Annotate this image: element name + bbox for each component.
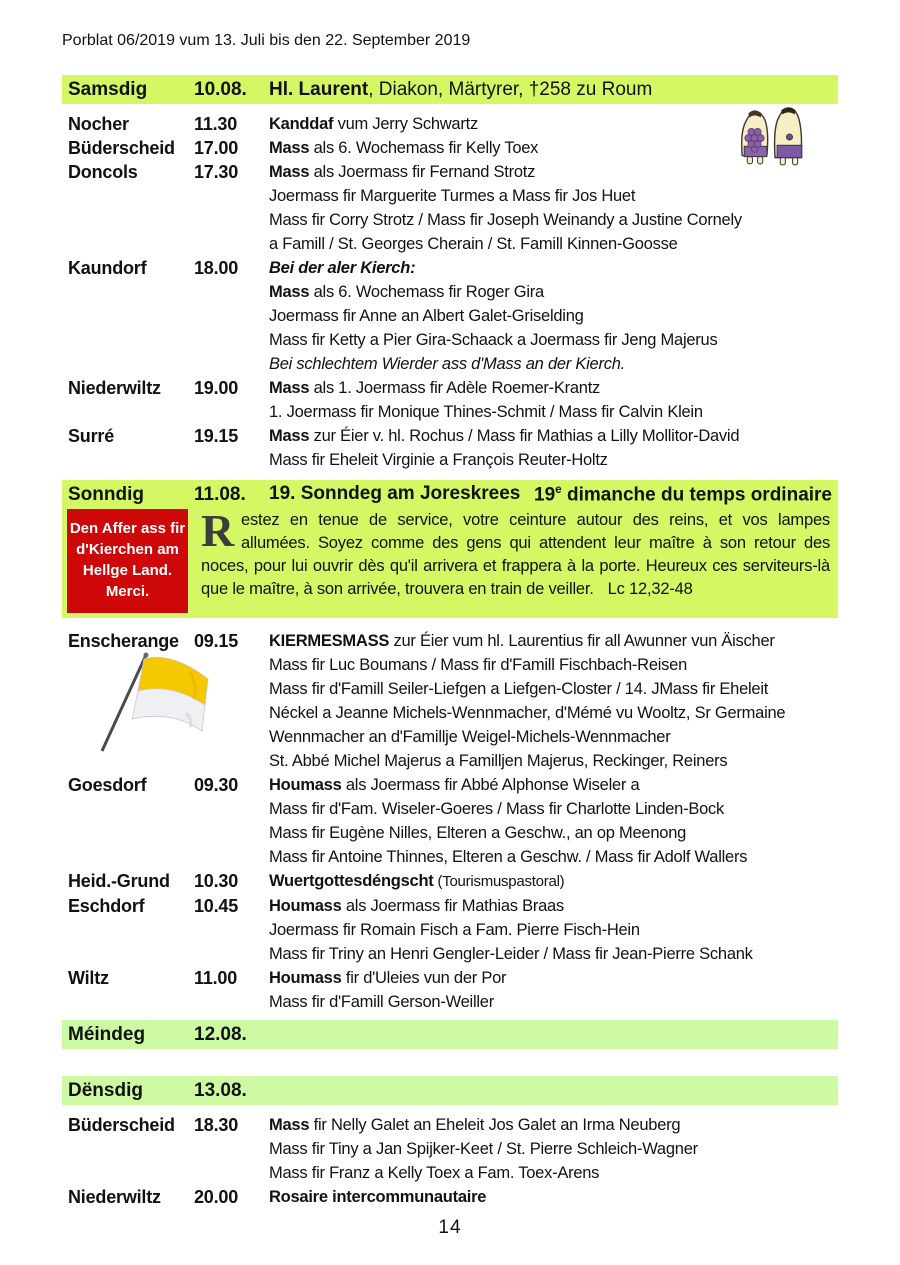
row-time: 17.00 [194,138,239,158]
row-details: Mass als Joermass fir Fernand Strotz Joermass fir Marguerite Turmes a Mass fir Jos Huet Mass fir Corry Strotz / Mass fir Joseph Weinandy a Justine Cornely a Famill / St. Georges Cherain / St. Famill Kinnen-Goosse [269,163,742,253]
day-title-lead: Hl. Laurent [269,78,369,100]
row-details: Wuertgottesdéngscht (Tourismuspastoral) [269,872,565,890]
couple-with-grapes-clipart [736,104,808,166]
row-time: 19.15 [194,426,239,446]
row-time: 10.30 [194,871,239,891]
row-time: 19.00 [194,378,239,398]
row-location: Enscherange [68,631,179,651]
day-name: Dënsdig [68,1079,143,1101]
schedule-row [62,1113,838,1185]
row-location: Heid.-Grund [68,871,170,891]
schedule-row [62,256,838,376]
densdig-rows [62,1113,838,1209]
sunday-gospel-block [62,505,838,613]
row-location: Nocher [68,114,129,134]
row-details: Mass als 1. Joermass fir Adèle Roemer-Krantz 1. Joermass fir Monique Thines-Schmit / Mass fir Calvin Klein [269,379,703,421]
row-details: Houmass fir d'Uleies vun der Por Mass fir d'Famill Gerson-Weiller [269,969,507,1011]
day-date: 11.08. [194,483,246,505]
day-date: 10.08. [194,78,247,100]
row-time: 09.30 [194,775,239,795]
day-section-sonndig [62,480,838,618]
day-title [269,483,838,506]
spacer [62,1049,838,1076]
row-location: Büderscheid [68,1115,175,1135]
row-time: 11.00 [194,968,238,988]
day-name: Sonndig [68,483,144,505]
gospel-text: Restez en tenue de service, votre ceinture autour des reins, et vos lampes allumées. Soyez comme des gens qui attendent leur maître à son retour des noces, pour lui ouvrir dès qu'il arrivera et frappera à la porte. Heureux ces serviteurs-là que le maître, à son arrivée, trouvera en train de veiller. Lc 12,32-48 [201,505,830,598]
holy-land-collection-notice: Den Affer ass fir d'Kierchen am Hellge Land. Merci. [67,509,188,613]
schedule-row [62,136,838,160]
gospel-reference: Lc 12,32-48 [607,580,693,598]
schedule-row [62,869,838,894]
row-location: Wiltz [68,968,109,988]
schedule-row [62,424,838,472]
day-name: Méindeg [68,1023,146,1045]
row-time: 20.00 [194,1187,239,1207]
gospel-dropcap: R [201,505,235,556]
schedule-row [62,966,838,1014]
day-header-samsdig [62,75,838,104]
schedule-row [62,1185,838,1209]
row-details: Houmass als Joermass fir Abbé Alphonse Wiseler a Mass fir d'Fam. Wiseler-Goeres / Mass fir Charlotte Linden-Bock Mass fir Eugène Nilles, Elteren a Geschw., an op Meenong Mass fir Antoine Thinnes, Elteren a Geschw. / Mass fir Adolf Wallers [269,776,748,866]
document-header: Porblat 06/2019 vum 13. Juli bis den 22. September 2019 [62,32,471,49]
day-header-meindeg [62,1020,838,1049]
sunday-title-lb: 19. Sonndeg am Joreskrees [269,482,521,504]
schedule-row [62,160,838,256]
schedule-row [62,112,838,136]
row-details: Houmass als Joermass fir Mathias Braas Joermass fir Romain Fisch a Fam. Pierre Fisch-Hein Mass fir Triny an Henri Gengler-Leider / Mass fir Jean-Pierre Schank [269,897,753,963]
schedule-row [62,773,838,869]
day-name: Samsdig [68,78,148,100]
row-location: Goesdorf [68,775,147,795]
row-time: 11.30 [194,114,238,134]
row-details: Rosaire intercommunautaire [269,1188,487,1206]
day-section-samsdig [62,75,838,472]
page-number: 14 [438,1217,462,1238]
row-details: KIERMESMASS zur Éier vum hl. Laurentius fir all Awunner vun Äischer Mass fir Luc Boumans / Mass fir d'Famill Fischbach-Reisen Mass fir d'Famill Seiler-Liefgen a Liefgen-Closter / 14. JMass fir Eheleit Néckel a Jeanne Michels-Wennmacher, d'Mémé vu Wooltz, Sr Germaine Wennmacher an d'Famillje Weigel-Michels-Wennmacher St. Abbé Michel Majerus a Familljen Majerus, Reckinger, Reiners [269,632,786,770]
row-location: Kaundorf [68,258,147,278]
row-details: Mass als 6. Wochemass fir Kelly Toex [269,139,539,157]
schedule-row [62,894,838,966]
row-location: Doncols [68,162,138,182]
schedule-row [62,376,838,424]
row-time: 18.30 [194,1115,239,1135]
day-header-sonndig [62,480,838,509]
samsdig-rows [62,112,838,472]
day-title-rest: , Diakon, Märtyrer, †258 zu Roum [368,78,653,100]
row-details: Bei der aler Kierch: Mass als 6. Wochemass fir Roger Gira Joermass fir Anne an Albert Galet-Griselding Mass fir Ketty a Pier Gira-Schaack a Joermass fir Jeng Majerus Bei schlechtem Wierder ass d'Mass an der Kierch. [269,259,718,373]
row-location: Surré [68,426,115,446]
row-location: Büderscheid [68,138,175,158]
row-time: 09.15 [194,631,239,651]
row-time: 10.45 [194,896,239,916]
yellow-white-church-flag-image [94,651,222,755]
row-details: Mass zur Éier v. hl. Rochus / Mass fir Mathias a Lilly Mollitor-David Mass fir Eheleit Virginie a François Reuter-Holtz [269,427,740,469]
sunday-title-fr: 19e dimanche du temps ordinaire [534,482,832,506]
row-location: Niederwiltz [68,1187,161,1207]
row-location: Niederwiltz [68,378,161,398]
row-time: 17.30 [194,162,239,182]
sonndig-rows [62,629,838,1014]
day-date: 12.08. [194,1023,247,1045]
day-header-densdig [62,1076,838,1105]
day-title [269,79,838,101]
row-details: Mass fir Nelly Galet an Eheleit Jos Galet an Irma Neuberg Mass fir Tiny a Jan Spijker-Keet / St. Pierre Schleich-Wagner Mass fir Franz a Kelly Toex a Fam. Toex-Arens [269,1116,698,1182]
day-date: 13.08. [194,1079,247,1101]
row-location: Eschdorf [68,896,145,916]
row-time: 18.00 [194,258,239,278]
row-details: Kanddaf vum Jerry Schwartz [269,115,478,133]
